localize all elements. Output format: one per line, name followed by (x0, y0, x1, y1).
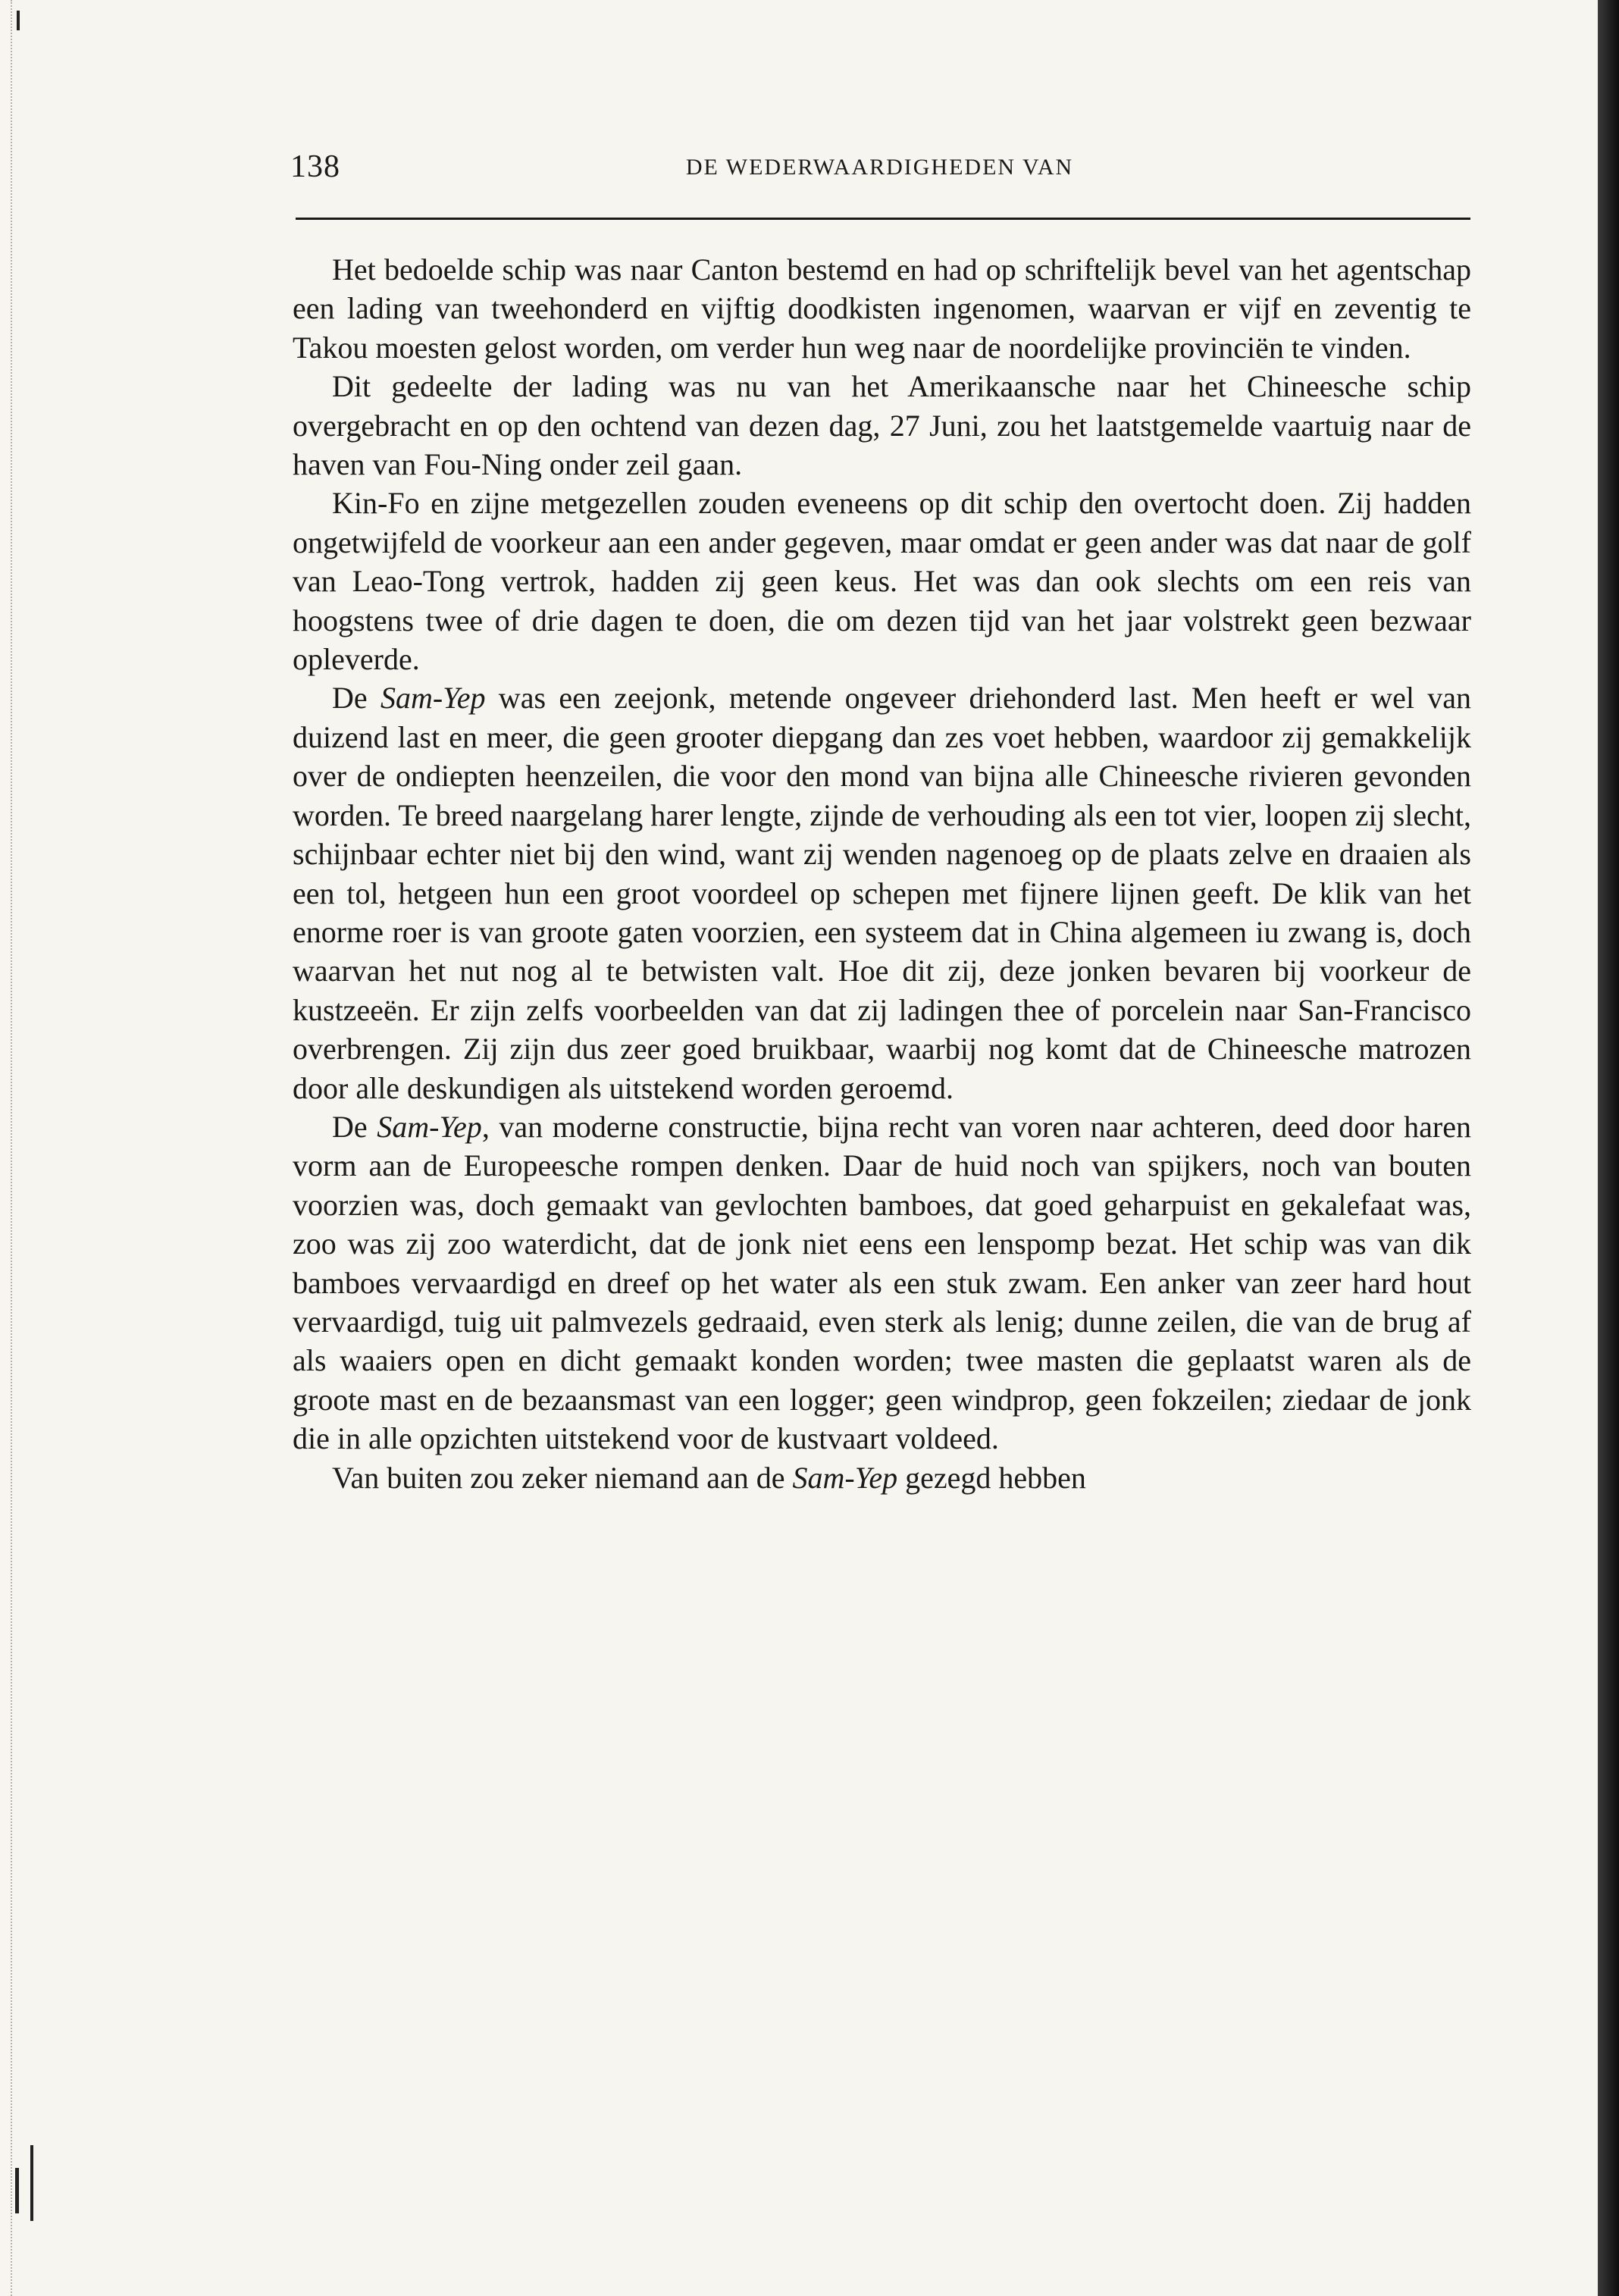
scan-page-edge (1598, 0, 1619, 2296)
scan-gutter-marks (11, 0, 15, 2296)
ship-name: Sam-Yep (792, 1460, 898, 1495)
paragraph-text: Van buiten zou zeker niemand aan de (332, 1460, 793, 1495)
scan-speck (17, 11, 20, 30)
paragraph-text: , van moderne constructie, bijna recht van voren naar achteren, deed door haren vorm aan de Europeesche rompen denken. Daar de huid noch van spijkers, noch van bouten voorzien was, doch gemaakt van gevlochten bamboes, dat goed geharpuist en gekalefaat was, zoo was zij zoo waterdicht, dat de jonk niet eens een lenspomp bezat. Het schip was van dik bamboes vervaardigd en dreef op het water als een stuk zwam. Een anker van zeer hard hout vervaardigd, tuig uit palmvezels gedraaid, even sterk als lenig; dunne zeilen, die van de brug af als waaiers open en dicht gemaakt konden worden; twee masten die geplaatst waren als de groote mast en de bezaansmast van een logger; geen windprop, geen fokzeilen; ziedaar de jonk die in alle opzichten uitstekend voor de kustvaart voldeed. (293, 1109, 1472, 1456)
ship-name: Sam-Yep (380, 681, 486, 716)
paragraph (293, 678, 1471, 1107)
paragraph-text: gezegd hebben (897, 1460, 1086, 1495)
scan-speck (15, 2168, 19, 2213)
page-header (290, 149, 1469, 194)
paragraph-text: De (332, 681, 380, 716)
paragraph: Dit gedeelte der lading was nu van het Amerikaansche naar het Chineesche schip overgebracht en op den ochtend van dezen dag, 27 Juni, zou het laatstgemelde vaartuig naar de haven van Fou-Ning onder zeil gaan. (293, 369, 1471, 482)
paragraph-text: De (332, 1109, 377, 1144)
paragraph (293, 1107, 1471, 1458)
running-title: DE WEDERWAARDIGHEDEN VAN (685, 155, 1074, 180)
ship-name: Sam-Yep (377, 1109, 482, 1144)
paragraph-text: was een zeejonk, metende ongeveer driehonderd last. Men heeft er wel van duizend last en meer, die geen grooter diepgang dan zes voet hebben, waardoor zij gemakkelijk over de ondiepten heenzeilen, die voor den mond van bijna alle Chineesche rivieren gevonden worden. Te breed naargelang harer lengte, zijnde de verhouding als een tot vier, loopen zij slecht, schijnbaar echter niet bij den wind, want zij wenden nagenoeg op de plaats zelve en draaien als een tol, hetgeen hun een groot voordeel op schepen met fijnere lijnen geeft. De klik van het enorme roer is van groote gaten voorzien, een systeem dat in China algemeen iu zwang is, doch waarvan het nut nog al te betwisten valt. Hoe dit zij, deze jonken bevaren bij voorkeur de kustzeeën. Er zijn zelfs voorbeelden van dat zij ladingen thee of porcelein naar San-Francisco overbrengen. Zij zijn dus zeer goed bruikbaar, waarbij nog komt dat de Chineesche matrozen door alle deskundigen als uitstekend worden geroemd. (293, 681, 1472, 1105)
paragraph: Kin-Fo en zijne metgezellen zouden eveneens op dit schip den overtocht doen. Zij hadden ongetwijfeld de voorkeur aan een ander gegeven, maar omdat er geen ander was dat naar de golf van Leao-Tong vertrok, hadden zij geen keus. Het was dan ook slechts om een reis van hoogstens twee of drie dagen te doen, die om dezen tijd van het jaar volstrekt geen bezwaar opleverde. (293, 486, 1471, 677)
paragraph: Het bedoelde schip was naar Canton bestemd en had op schriftelijk bevel van het agentschap een lading van tweehonderd en vijftig doodkisten ingenomen, waarvan er vijf en zeventig te Takou moesten gelost worden, om verder hun weg naar de noordelijke provinciën te vinden. (293, 252, 1471, 365)
header-rule (296, 218, 1470, 220)
body-text (293, 250, 1471, 2115)
scan-speck (30, 2145, 33, 2221)
paragraph (293, 1458, 1471, 1497)
page-number: 138 (290, 149, 340, 184)
